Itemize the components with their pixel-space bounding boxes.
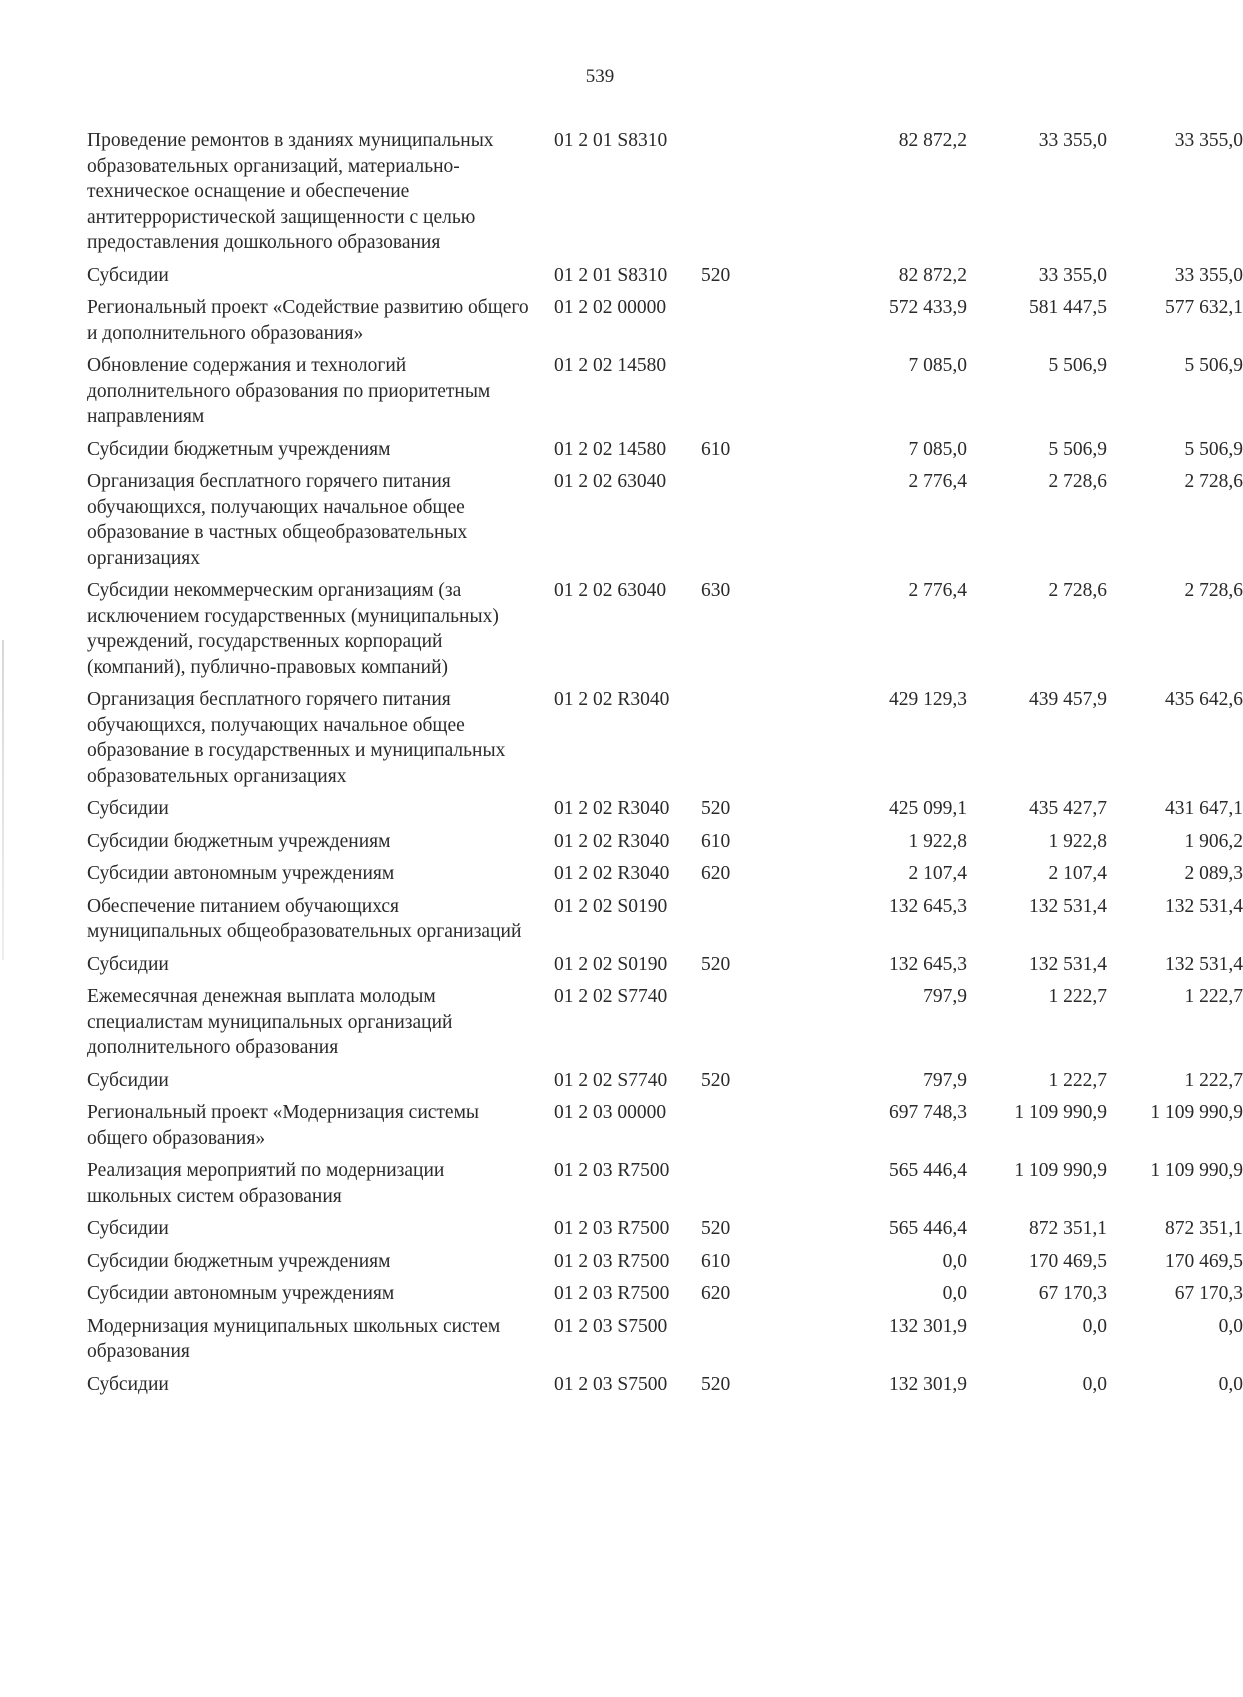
row-target-code: 01 2 02 63040 [554,580,667,601]
row-amount-year-3: 1 222,7 [1184,1069,1243,1091]
row-target-code: 01 2 02 14580 [554,355,667,376]
row-description: Проведение ремонтов в зданиях муниципальных образовательных организаций, материально-техническое оснащение и обеспечение антитеррористической защищенности с целью предоставления дошкольного образования [87,130,494,253]
row-expense-type: 520 [701,264,731,286]
row-expense-type: 520 [701,1218,731,1239]
row-amount-year-2: 872 351,1 [1029,1218,1107,1239]
row-target-code: 01 2 02 S7740 [554,986,668,1007]
table-row [87,1100,1243,1158]
row-amount-year-1: 2 776,4 [908,580,967,601]
scan-edge-shadow [2,640,4,960]
row-amount-year-3: 170 469,5 [1165,1250,1243,1272]
row-amount-year-2: 1 109 990,9 [1014,1102,1107,1123]
row-description: Обеспечение питанием обучающихся муниципальных общеобразовательных организаций [87,895,522,942]
table-row [87,263,1243,296]
row-amount-year-3: 1 109 990,9 [1150,1160,1243,1181]
row-target-code: 01 2 03 S7500 [554,1315,668,1337]
row-amount-year-3: 435 642,6 [1165,689,1243,710]
page-number: 539 [585,66,615,87]
row-description: Организация бесплатного горячего питания обучающихся, получающих начальное общее образование в частных общеобразовательных организациях [87,471,468,569]
row-amount-year-1: 425 099,1 [889,798,967,819]
table-row [87,952,1243,985]
row-amount-year-2: 581 447,5 [1029,297,1107,318]
row-amount-year-3: 2 089,3 [1184,863,1243,884]
row-amount-year-3: 2 728,6 [1184,580,1243,601]
row-amount-year-1: 0,0 [942,1250,967,1272]
row-target-code: 01 2 01 S8310 [554,264,668,286]
row-expense-type: 630 [701,580,731,601]
row-description: Субсидии бюджетным учреждениям [87,438,391,460]
row-amount-year-1: 132 645,3 [889,895,967,917]
row-amount-year-2: 439 457,9 [1029,689,1107,710]
row-amount-year-1: 2 776,4 [908,471,967,492]
row-target-code: 01 2 03 R7500 [554,1283,670,1304]
row-target-code: 01 2 01 S8310 [554,130,668,151]
row-target-code: 01 2 02 S0190 [554,953,668,975]
row-target-code: 01 2 03 R7500 [554,1218,670,1239]
row-amount-year-3: 577 632,1 [1165,297,1243,318]
row-amount-year-1: 429 129,3 [889,689,967,710]
row-target-code: 01 2 02 S0190 [554,895,668,917]
row-amount-year-2: 1 109 990,9 [1014,1160,1107,1181]
row-amount-year-2: 33 355,0 [1038,264,1107,286]
row-amount-year-2: 2 728,6 [1048,471,1107,492]
table-row [87,1158,1243,1216]
row-target-code: 01 2 02 63040 [554,471,667,492]
row-amount-year-3: 2 728,6 [1184,471,1243,492]
row-target-code: 01 2 03 00000 [554,1102,667,1123]
row-description: Субсидии некоммерческим организациям (за исключением государственных (муниципальных) учреждений, государственных корпораций (компаний), публично-правовых компаний) [87,580,499,678]
row-amount-year-1: 565 446,4 [889,1160,967,1181]
row-amount-year-1: 572 433,9 [889,297,967,318]
row-amount-year-1: 565 446,4 [889,1218,967,1239]
row-amount-year-3: 33 355,0 [1174,264,1243,286]
row-amount-year-2: 33 355,0 [1038,130,1107,151]
row-amount-year-1: 2 107,4 [908,863,967,884]
row-expense-type: 520 [701,953,731,975]
row-amount-year-3: 5 506,9 [1184,355,1243,376]
row-amount-year-1: 82 872,2 [898,264,967,286]
row-expense-type: 610 [701,438,731,460]
row-amount-year-3: 1 109 990,9 [1150,1102,1243,1123]
row-amount-year-1: 132 301,9 [889,1315,967,1337]
row-amount-year-2: 0,0 [1082,1315,1107,1337]
table-row [87,1249,1243,1282]
row-amount-year-1: 7 085,0 [908,438,967,460]
row-description: Субсидии бюджетным учреждениям [87,830,391,852]
row-amount-year-2: 132 531,4 [1029,895,1107,917]
table-row [87,578,1243,687]
row-expense-type: 620 [701,1283,731,1304]
row-amount-year-3: 431 647,1 [1165,798,1243,819]
table-row [87,1216,1243,1249]
row-amount-year-3: 0,0 [1218,1315,1243,1337]
row-expense-type: 620 [701,863,731,884]
table-row [87,353,1243,437]
row-amount-year-3: 872 351,1 [1165,1218,1243,1239]
row-amount-year-2: 1 222,7 [1048,986,1107,1007]
row-target-code: 01 2 03 R7500 [554,1160,670,1181]
budget-table [87,128,1243,1404]
row-description: Реализация мероприятий по модернизации школьных систем образования [87,1160,445,1207]
row-amount-year-1: 797,9 [923,1069,967,1091]
row-description: Субсидии [87,798,169,819]
row-amount-year-3: 1 906,2 [1184,830,1243,852]
table-row [87,128,1243,263]
row-target-code: 01 2 02 R3040 [554,863,670,884]
row-description: Субсидии [87,953,169,975]
row-amount-year-1: 82 872,2 [898,130,967,151]
row-target-code: 01 2 02 R3040 [554,689,670,710]
table-row [87,687,1243,796]
table-row [87,1281,1243,1314]
table-row [87,894,1243,952]
row-description: Модернизация муниципальных школьных систем образования [87,1315,501,1362]
row-expense-type: 520 [701,1373,731,1395]
row-amount-year-1: 132 301,9 [889,1373,967,1395]
row-target-code: 01 2 03 R7500 [554,1250,670,1272]
row-target-code: 01 2 02 14580 [554,438,667,460]
row-amount-year-3: 33 355,0 [1174,130,1243,151]
row-description: Субсидии [87,1373,169,1395]
row-expense-type: 520 [701,798,731,819]
table-row [87,861,1243,894]
table-row [87,1372,1243,1405]
row-amount-year-3: 1 222,7 [1184,986,1243,1007]
table-row [87,1314,1243,1372]
table-row [87,796,1243,829]
row-description: Субсидии автономным учреждениям [87,1283,395,1304]
row-target-code: 01 2 03 S7500 [554,1373,668,1395]
row-target-code: 01 2 02 S7740 [554,1069,668,1091]
row-amount-year-3: 67 170,3 [1174,1283,1243,1304]
row-description: Обновление содержания и технологий дополнительного образования по приоритетным направлениям [87,355,491,427]
row-expense-type: 520 [701,1069,731,1091]
row-description: Субсидии автономным учреждениям [87,863,395,884]
row-description: Субсидии [87,264,169,286]
row-amount-year-2: 435 427,7 [1029,798,1107,819]
row-description: Ежемесячная денежная выплата молодым специалистам муниципальных организаций дополнительного образования [87,986,453,1058]
row-description: Субсидии бюджетным учреждениям [87,1250,391,1272]
row-amount-year-1: 0,0 [942,1283,967,1304]
row-amount-year-2: 2 728,6 [1048,580,1107,601]
table-row [87,1068,1243,1101]
row-amount-year-2: 67 170,3 [1038,1283,1107,1304]
row-amount-year-2: 0,0 [1082,1373,1107,1395]
row-amount-year-2: 5 506,9 [1048,355,1107,376]
table-row [87,829,1243,862]
row-target-code: 01 2 02 00000 [554,297,667,318]
row-description: Организация бесплатного горячего питания обучающихся, получающих начальное общее образование в государственных и муниципальных образовательных организациях [87,689,506,787]
table-row [87,469,1243,578]
row-amount-year-1: 1 922,8 [908,830,967,852]
row-target-code: 01 2 02 R3040 [554,798,670,819]
row-amount-year-2: 170 469,5 [1029,1250,1107,1272]
row-amount-year-3: 132 531,4 [1165,895,1243,917]
row-amount-year-2: 5 506,9 [1048,438,1107,460]
row-amount-year-2: 2 107,4 [1048,863,1107,884]
row-amount-year-3: 5 506,9 [1184,438,1243,460]
row-target-code: 01 2 02 R3040 [554,830,670,852]
row-description: Региональный проект «Содействие развитию общего и дополнительного образования» [87,297,529,344]
row-description: Региональный проект «Модернизация системы общего образования» [87,1102,480,1149]
row-amount-year-2: 132 531,4 [1029,953,1107,975]
row-amount-year-3: 0,0 [1218,1373,1243,1395]
row-amount-year-2: 1 922,8 [1048,830,1107,852]
row-amount-year-1: 132 645,3 [889,953,967,975]
row-expense-type: 610 [701,830,731,852]
row-amount-year-1: 797,9 [923,986,967,1007]
row-amount-year-2: 1 222,7 [1048,1069,1107,1091]
row-amount-year-1: 7 085,0 [908,355,967,376]
table-row [87,437,1243,470]
row-expense-type: 610 [701,1250,731,1272]
table-row [87,295,1243,353]
row-amount-year-1: 697 748,3 [889,1102,967,1123]
row-description: Субсидии [87,1218,169,1239]
row-description: Субсидии [87,1069,169,1091]
table-row [87,984,1243,1068]
row-amount-year-3: 132 531,4 [1165,953,1243,975]
